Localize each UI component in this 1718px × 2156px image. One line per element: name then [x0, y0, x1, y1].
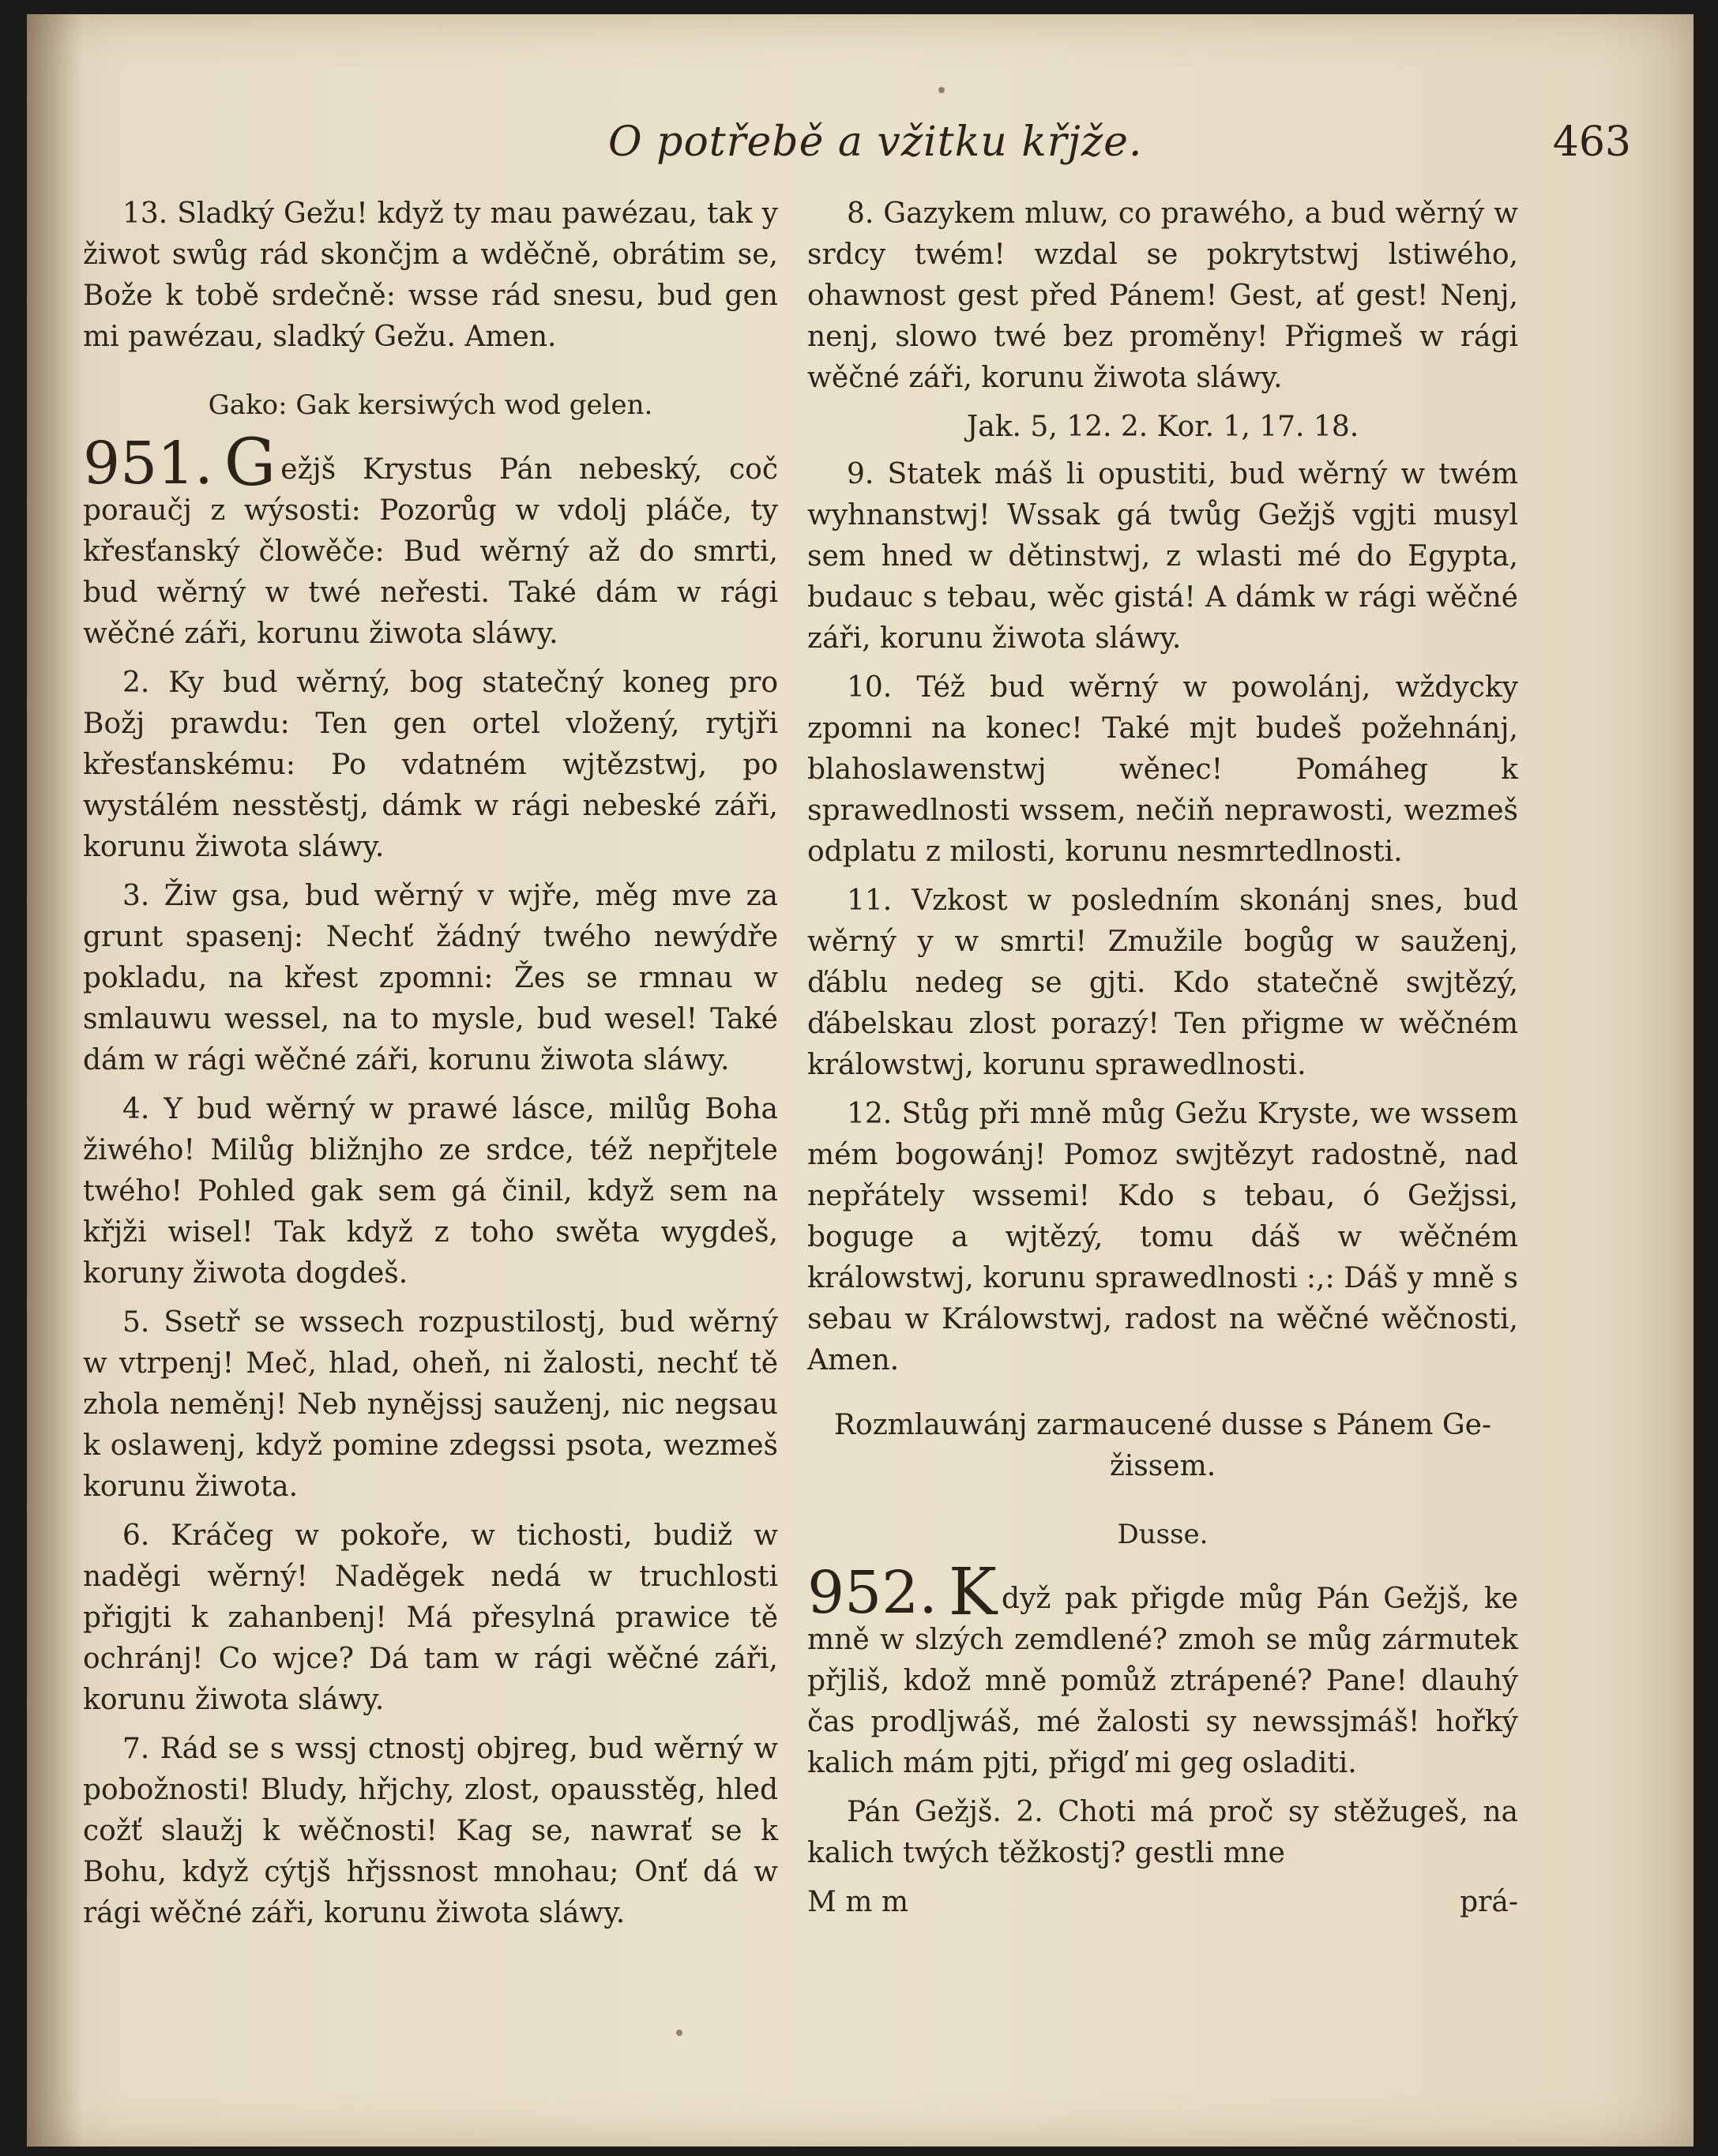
paper-speck — [938, 87, 945, 93]
right-column — [807, 193, 1518, 1951]
hymn-951-verse-1 — [83, 426, 778, 655]
verse-5: 5. Ssetř se wssech rozpustilostj, bud wěrný w vtrpenj! Meč, hlad, oheň, ni žalosti, nechť tě zhola neměnj! Neb nynějssj sauženj, nic negsau k oslawenj, když pomine zdegssi psota, wezmeš korunu žiwota. — [83, 1306, 778, 1503]
verse-7: 7. Rád se s wssj ctnostj objreg, bud wěrný w pobožnosti! Bludy, hřjchy, zlost, opausstěg, hled cožť slaužj k wěčnosti! Kag se, nawrať se k Bohu, když cýtjš hřjssnost mnohau; Onť dá w rági wěčné záři, korunu žiwota sláwy. — [83, 1733, 778, 1929]
page-number: 463 — [1552, 118, 1631, 166]
verse-13: 13. Sladký Gežu! když ty mau pawézau, tak y žiwot swůg rád skončjm a wděčně, obrátim se, Bože k tobě srdečně: wsse rád snesu, bud gen mi pawézau, sladký Gežu. Amen. — [83, 197, 778, 353]
dialog-number: 952. — [807, 1559, 938, 1627]
dialog-part-2: Pán Gežjš. 2. Choti má proč sy stěžugeš, na kalich twých těžkostj? gestli mne — [807, 1796, 1518, 1869]
page-header — [87, 118, 1631, 182]
hymn-number: 951. — [83, 430, 213, 498]
verse-4: 4. Y bud wěrný w prawé lásce, milůg Boha žiwého! Milůg bližnjho ze srdce, též nepřjtele twého! Pohled gak sem gá činil, když sem na křjži wisel! Tak když z toho swěta wygdeš, koruny žiwota dogdeš. — [83, 1093, 778, 1290]
page-gutter-shadow — [27, 14, 82, 2147]
verse-6: 6. Kráčeg w pokoře, w tichosti, budiž w naděgi wěrný! Naděgek nedá w truchlosti přigjti k zahanbenj! Má přesylná prawice tě ochránj! Co wjce? Dá tam w rági wěčné záři, korunu žiwota sláwy. — [83, 1519, 778, 1716]
verse-10: 10. Též bud wěrný w powolánj, wždycky zpomni na konec! Také mjt budeš požehnánj, blahoslawenstwj wěnec! Pomáheg k sprawedlnosti wssem, nečiň neprawosti, wezmeš odplatu z milosti, korunu nesmrtedlnosti. — [807, 671, 1518, 868]
verse-8: 8. Gazykem mluw, co prawého, a bud wěrný w srdcy twém! wzdal se pokrytstwj lstiwého, ohawnost gest před Pánem! Gest, ať gest! Nenj, nenj, slowo twé bez proměny! Přigmeš w rági wěčné záři, korunu žiwota sláwy. — [807, 197, 1518, 394]
verse-2: 2. Ky bud wěrný, bog statečný koneg pro Božj prawdu: Ten gen ortel vložený, rytjři křesťanskému: Po vdatném wjtězstwj, po wystálém nesstěstj, dámk w rági nebeské záři, korunu žiwota sláwy. — [83, 667, 778, 863]
drop-cap: K — [948, 1555, 998, 1630]
page-footer — [807, 1882, 1518, 1923]
running-title: O potřebě a vžitku křjže. — [608, 118, 1143, 166]
verse-11: 11. Vzkost w posledním skonánj snes, bud wěrný y w smrti! Zmužile bogůg w sauženj, ďáblu nedeg se gjti. Kdo statečně swjtězý, ďábelskau zlost porazý! Ten přigme w wěčném králowstwj, korunu sprawedlnosti. — [807, 885, 1518, 1081]
dialog-952-part-1 — [807, 1555, 1518, 1784]
catchword: prá- — [1460, 1886, 1518, 1918]
dialog-heading — [807, 1405, 1518, 1487]
left-column — [83, 193, 778, 1942]
verse-12: 12. Stůg při mně můg Gežu Kryste, we wssem mém bogowánj! Pomoz swjtězyt radostně, nad nepřátely wssemi! Kdo s tebau, ó Gežjssi, boguge a wjtězý, tomu dáš w wěčném králowstwj, korunu sprawedlnosti :,: Dáš y mně s sebau w Králowstwj, radost na wěčné wěčnosti, Amen. — [807, 1098, 1518, 1377]
speaker-label-soul: Dusse. — [1117, 1519, 1209, 1550]
verse-1-text: ežjš Krystus Pán nebeský, coč poraučj z wýsosti: Pozorůg w vdolj pláče, ty křesťanský člowěče: Bud wěrný až do smrti, bud wěrný w twé neřesti. Také dám w rági wěčné záři, korunu žiwota sláwy. — [83, 453, 778, 650]
scripture-reference: Jak. 5, 12. 2. Kor. 1, 17. 18. — [966, 411, 1359, 443]
hymn-tune-heading: Gako: Gak kersiwých wod gelen. — [208, 389, 653, 421]
paper-speck — [676, 2030, 682, 2036]
dialog-text-1: dyž pak přigde můg Pán Gežjš, ke mně w slzých zemdlené? zmoh se můg zármutek přjliš, kdož mně pomůž ztrápené? Pane! dlauhý čas prodljwáš, mé žalosti sy newssjmáš! hořký kalich mám pjti, přigď mi geg osladiti. — [807, 1583, 1518, 1779]
dialog-title-line-1: Rozmlauwánj zarmaucené dusse s Pánem Ge- — [833, 1409, 1492, 1441]
verse-9: 9. Statek máš li opustiti, bud wěrný w twém wyhnanstwj! Wssak gá twůg Gežjš vgjti musyl sem hned w dětinstwj, z wlasti mé do Egypta, budauc s tebau, wěc gistá! A dámk w rági wěčné záři, korunu žiwota sláwy. — [807, 458, 1518, 655]
verse-3: 3. Žiw gsa, bud wěrný v wjře, měg mve za grunt spasenj: Nechť žádný twého newýdře pokladu, na křest zpomni: Žes se rmnau w smlauwu wessel, na to mysle, bud wesel! Také dám w rági wěčné záři, korunu žiwota sláwy. — [83, 880, 778, 1076]
drop-cap: G — [224, 426, 276, 501]
signature-mark: M m m — [807, 1886, 909, 1918]
dialog-title-line-2: žissem. — [1109, 1450, 1216, 1482]
